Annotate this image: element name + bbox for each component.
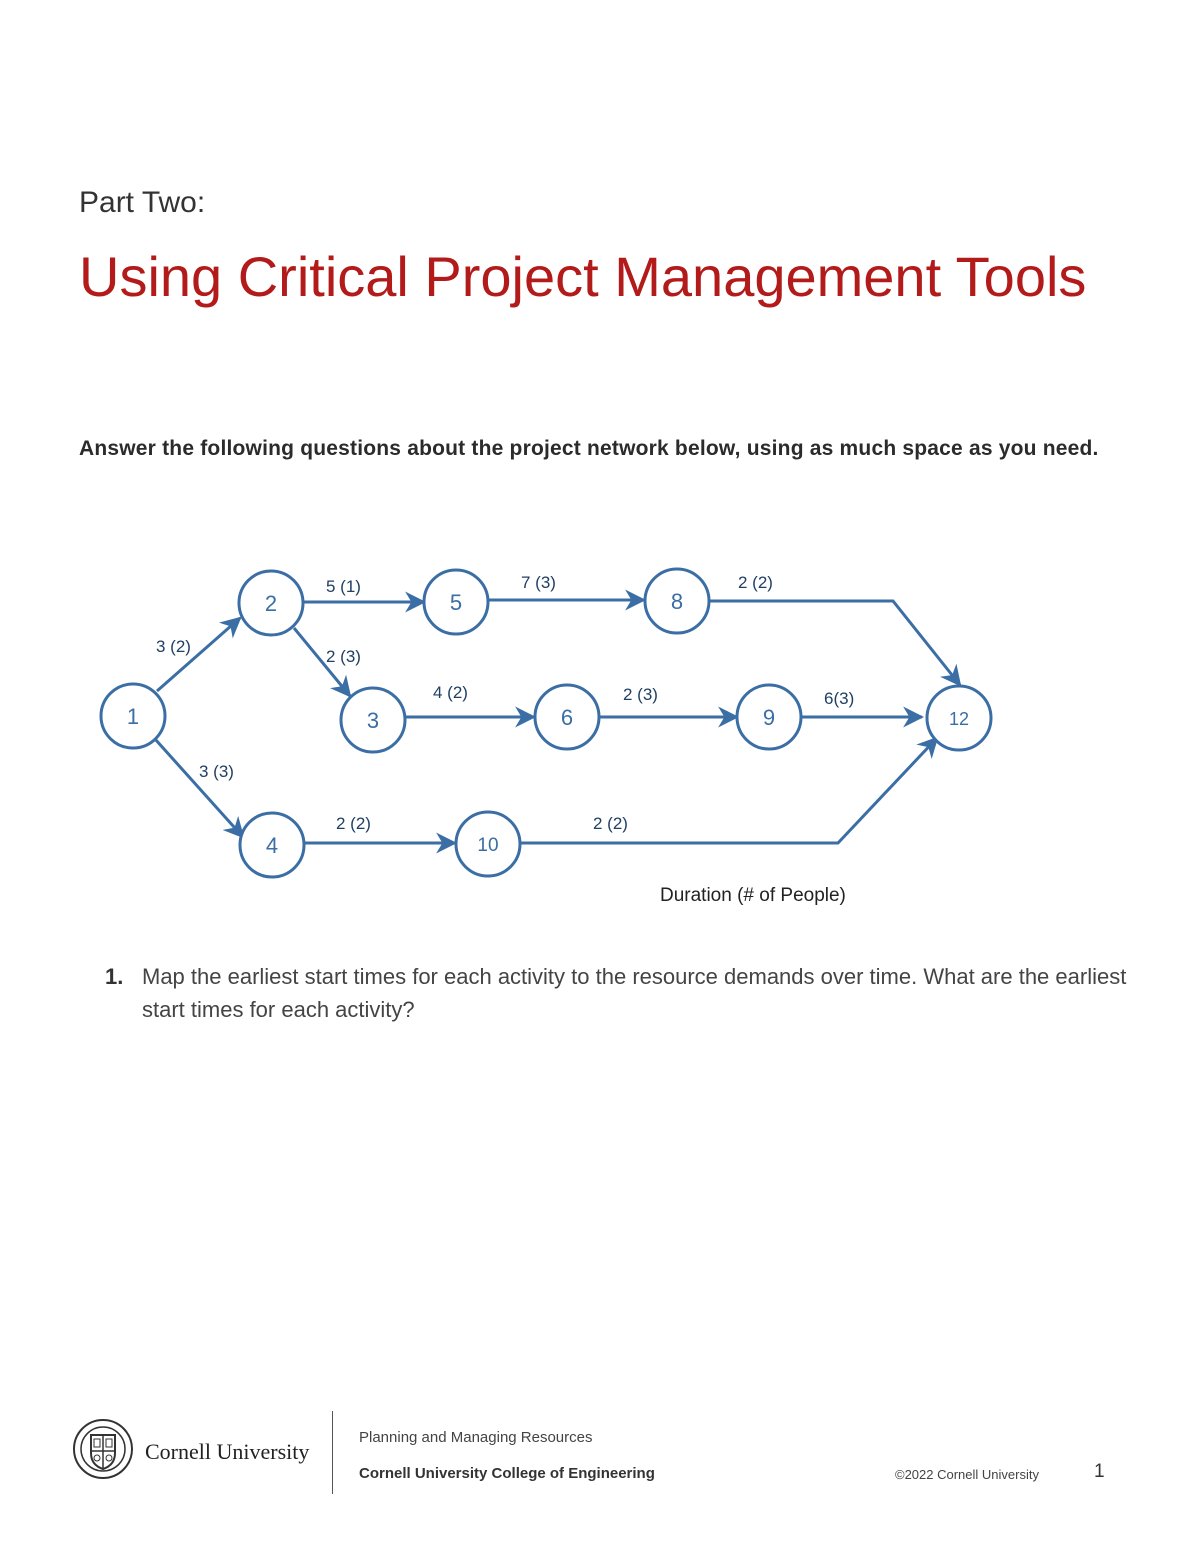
node-label-8: 8 — [670, 589, 684, 614]
node-label-10: 10 — [477, 835, 499, 856]
edge-1-4 — [155, 739, 243, 837]
edge-label-2-3: 2 (3) — [326, 647, 361, 666]
edge-label-5-8: 7 (3) — [521, 573, 556, 592]
question-text: Map the earliest start times for each activity to the resource demands over time. What are the earliest start times for each activity? — [142, 964, 1127, 1022]
instructions-text: Answer the following questions about the project network below, using as much space as you need. — [79, 437, 1099, 460]
edge-label-4-10: 2 (2) — [336, 814, 371, 833]
footer-divider — [332, 1411, 333, 1494]
node-label-9: 9 — [762, 705, 776, 730]
project-network-diagram — [0, 555, 1200, 925]
node-label-4: 4 — [265, 833, 279, 858]
edge-label-2-5: 5 (1) — [326, 577, 361, 596]
edge-label-9-12: 6(3) — [824, 689, 855, 708]
cornell-logo — [72, 1417, 312, 1481]
edge-label-8-12: 2 (2) — [738, 573, 773, 592]
question-number: 1. — [105, 964, 124, 989]
edge-8-12 — [710, 601, 960, 685]
node-label-1: 1 — [126, 704, 140, 729]
node-label-3: 3 — [366, 708, 380, 733]
part-label: Part Two: — [79, 186, 206, 219]
footer-course-name: Planning and Managing Resources — [359, 1429, 593, 1446]
footer-college-name: Cornell University College of Engineering — [359, 1465, 655, 1482]
edge-label-1-4: 3 (3) — [199, 762, 234, 781]
node-label-12: 12 — [948, 709, 970, 729]
node-label-5: 5 — [449, 590, 463, 615]
logo-wordmark: Cornell University — [145, 1439, 310, 1464]
node-label-2: 2 — [264, 591, 278, 616]
diagram-legend: Duration (# of People) — [660, 885, 846, 906]
footer-copyright: ©2022 Cornell University — [895, 1467, 1039, 1482]
page-title: Using Critical Project Management Tools — [79, 245, 1087, 308]
edge-label-1-2: 3 (2) — [156, 637, 191, 656]
edge-10-12 — [521, 738, 937, 843]
page-number: 1 — [1094, 1461, 1105, 1482]
edge-label-6-9: 2 (3) — [623, 685, 658, 704]
node-label-6: 6 — [560, 705, 574, 730]
edge-label-10-12: 2 (2) — [593, 814, 628, 833]
cornell-seal-icon — [74, 1420, 132, 1478]
edge-label-3-6: 4 (2) — [433, 683, 468, 702]
question-item — [105, 960, 1135, 1026]
